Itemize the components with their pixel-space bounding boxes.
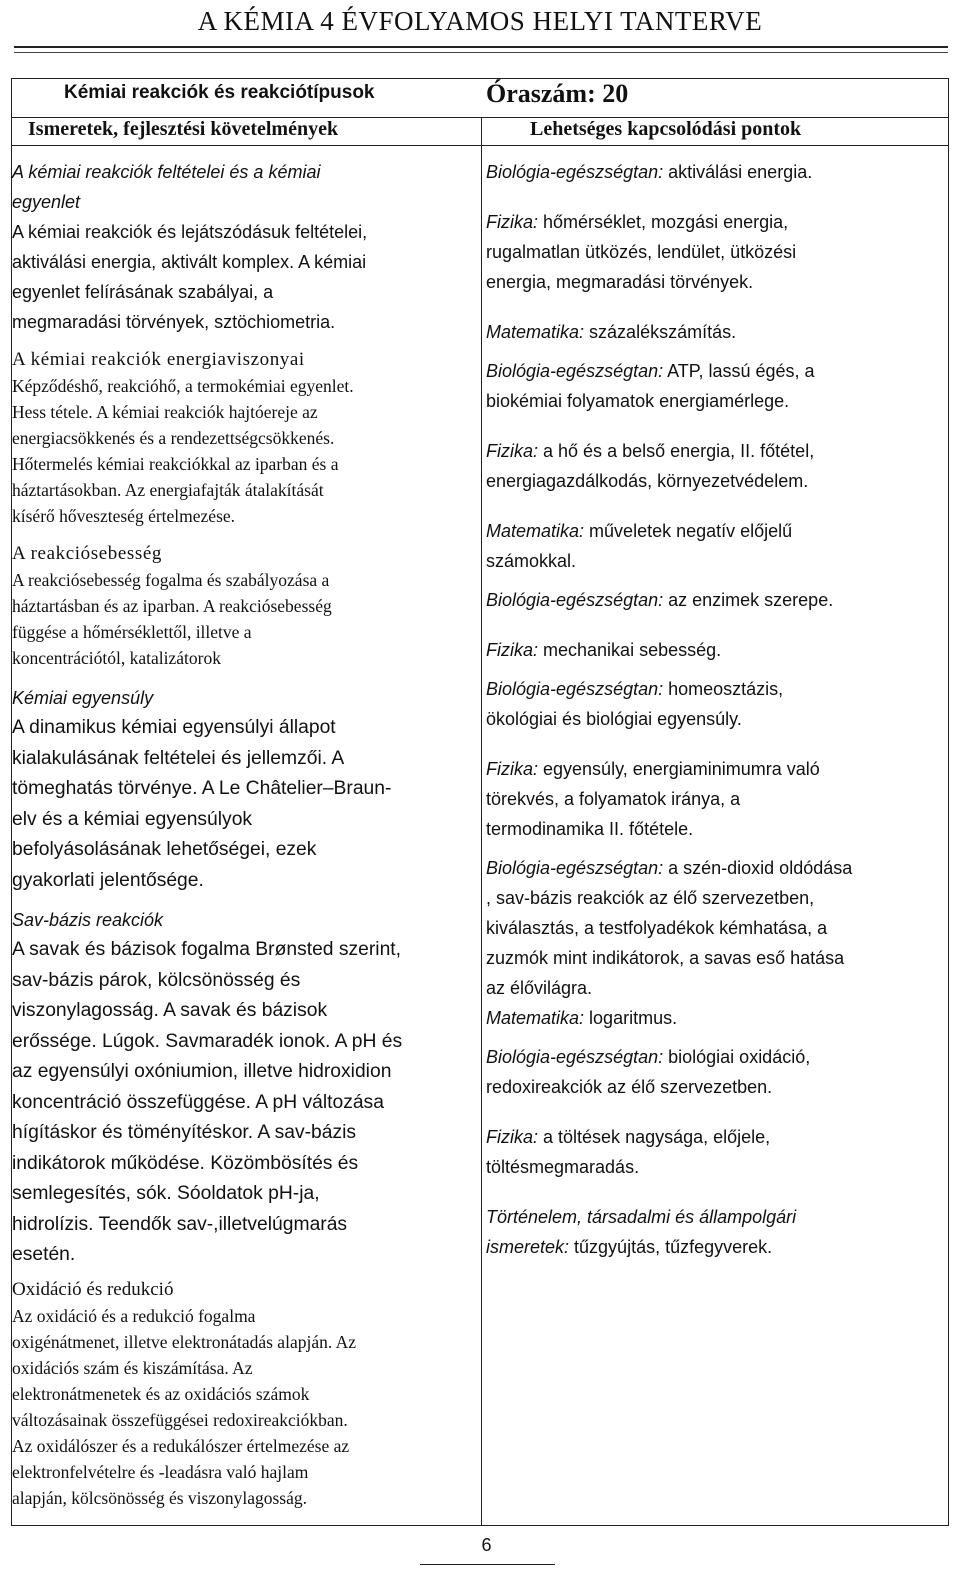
connection-text: tűzgyújtás, tűzfegyverek.	[569, 1237, 773, 1257]
row-divider	[12, 145, 948, 146]
section-line: A dinamikus kémiai egyensúlyi állapot	[12, 717, 336, 738]
subject-label: Biológia-egészségtan:	[486, 679, 664, 699]
connection-item	[486, 356, 946, 416]
connection-text: az élővilágra.	[486, 978, 593, 998]
connection-text: törekvés, a folyamatok iránya, a	[486, 789, 741, 809]
section-reaction-conditions	[12, 157, 474, 337]
requirements-column	[12, 157, 474, 1511]
section-line: Hess tétele. A kémiai reakciók hajtóereje az	[12, 402, 318, 422]
header-rule-thin	[14, 52, 948, 53]
subject-label: Biológia-egészségtan:	[486, 162, 664, 182]
topic-title: Kémiai reakciók és reakciótípusok	[64, 82, 375, 103]
section-line: indikátorok működése. Közömbösítés és	[12, 1152, 359, 1174]
section-line: gyakorlati jelentősége.	[12, 869, 204, 891]
section-line: alapján, kölcsönösség és viszonylagosság.	[12, 1487, 308, 1508]
subject-label: Fizika:	[486, 640, 539, 660]
subject-label: Fizika:	[486, 1127, 539, 1147]
connection-text: energia, megmaradási törvények.	[486, 272, 754, 292]
connection-text: számokkal.	[486, 551, 577, 571]
connection-text: homeosztázis,	[663, 679, 784, 699]
section-redox	[12, 1277, 474, 1511]
page-number: 6	[481, 1535, 492, 1555]
section-line: Az oxidáció és a redukció fogalma	[12, 1305, 256, 1326]
connection-text: zuzmók mint indikátorok, a savas eső hatása	[486, 948, 845, 968]
section-acid-base	[12, 905, 474, 1271]
section-line: energiacsökkenés és a rendezettségcsökkenés.	[12, 428, 335, 448]
connection-text: termodinamika II. főtétele.	[486, 819, 694, 839]
connection-text: logaritmus.	[584, 1008, 678, 1028]
footer-rule	[420, 1564, 555, 1565]
connections-column	[486, 157, 946, 1262]
subject-label: Fizika:	[486, 441, 539, 461]
connection-text: műveletek negatív előjelű	[584, 521, 793, 541]
section-title: A kémiai reakciók feltételei és a kémiai	[12, 162, 321, 182]
section-line: az egyensúlyi oxóniumion, illetve hidroxidion	[12, 1061, 392, 1082]
connection-item	[486, 317, 946, 347]
subject-label: Biológia-egészségtan:	[486, 1047, 664, 1067]
connection-item	[486, 516, 946, 576]
section-line: A kémiai reakciók és lejátszódásuk feltételei,	[12, 222, 368, 242]
connection-item	[486, 635, 946, 665]
connection-text: aktiválási energia.	[663, 162, 813, 182]
section-line: elektronátmenetek és az oxidációs számok	[12, 1383, 310, 1404]
column-header-connections: Lehetséges kapcsolódási pontok	[530, 118, 802, 140]
connection-text: rugalmatlan ütközés, lendület, ütközési	[486, 242, 797, 262]
connection-item	[486, 754, 946, 844]
connection-item	[486, 1202, 946, 1262]
section-line: esetén.	[12, 1244, 76, 1265]
column-header-requirements: Ismeretek, fejlesztési követelmények	[28, 118, 339, 140]
connection-text: biokémiai folyamatok energiamérlege.	[486, 391, 790, 411]
section-line: semlegesítés, sók. Sóoldatok pH-ja,	[12, 1183, 320, 1204]
subject-label: Matematika:	[486, 521, 585, 541]
connection-text: töltésmegmaradás.	[486, 1157, 640, 1177]
section-line: befolyásolásának lehetőségei, ezek	[12, 839, 317, 860]
connection-item	[486, 1122, 946, 1182]
column-divider	[481, 118, 482, 1525]
hours-label: Óraszám: 20	[486, 79, 629, 108]
section-line: erőssége. Lúgok. Savmaradék ionok. A pH és	[12, 1030, 403, 1052]
subject-label: Biológia-egészségtan:	[486, 361, 664, 381]
connection-item	[486, 1042, 946, 1102]
section-equilibrium	[12, 683, 474, 896]
section-line: megmaradási törvények, sztöchiometria.	[12, 312, 336, 332]
section-line: függése a hőmérséklettől, illetve a	[12, 622, 252, 642]
section-line: kialakulásának feltételei és jellemzői. A	[12, 747, 345, 769]
connection-text: a hő és a belső energia, II. főtétel,	[538, 441, 815, 461]
subject-label: ismeretek:	[486, 1237, 570, 1257]
connection-text: a töltések nagysága, előjele,	[538, 1127, 771, 1147]
connection-item	[486, 1003, 946, 1033]
section-title: Oxidáció és redukció	[12, 1278, 174, 1300]
section-title: A reakciósebesség	[12, 543, 163, 564]
connection-text: hőmérséklet, mozgási energia,	[538, 212, 789, 232]
section-line: hígításkor és töményítéskor. A sav-bázis	[12, 1122, 357, 1143]
subject-label: Fizika:	[486, 212, 539, 232]
section-reaction-rate	[12, 541, 474, 671]
connection-text: az enzimek szerepe.	[663, 590, 834, 610]
section-line: elv és a kémiai egyensúlyok	[12, 808, 253, 830]
connection-item	[486, 207, 946, 297]
section-line: Hőtermelés kémiai reakciókkal az iparban és a	[12, 454, 339, 474]
section-energetics	[12, 347, 474, 529]
connection-text: redoxireakciók az élő szervezetben.	[486, 1077, 773, 1097]
section-title: Sav-bázis reakciók	[12, 910, 164, 930]
section-line: oxigénátmenet, illetve elektronátadás alapján. Az	[12, 1331, 357, 1352]
section-line: oxidációs szám és kiszámítása. Az	[12, 1357, 253, 1378]
subject-label: Történelem, társadalmi és állampolgári	[486, 1207, 797, 1227]
section-line: háztartásokban. Az energiafajták átalakítását	[12, 480, 324, 500]
connection-item	[486, 853, 946, 1003]
section-line: háztartásban és az iparban. A reakciósebesség	[12, 596, 332, 616]
subject-label: Biológia-egészségtan:	[486, 858, 664, 878]
subject-label: Biológia-egészségtan:	[486, 590, 664, 610]
section-title: Kémiai egyensúly	[12, 688, 154, 708]
section-line: aktiválási energia, aktivált komplex. A kémiai	[12, 252, 367, 272]
section-line: koncentrációtól, katalizátorok	[12, 648, 221, 668]
section-line: hidrolízis. Teendők sav-,illetvelúgmarás	[12, 1213, 348, 1235]
section-line: változásainak összefüggései redoxireakciókban.	[12, 1409, 348, 1430]
connection-item	[486, 585, 946, 615]
section-line: A reakciósebesség fogalma és szabályozása a	[12, 570, 330, 590]
section-line: A savak és bázisok fogalma Brønsted szerint,	[12, 939, 402, 960]
section-line: egyenlet felírásának szabályai, a	[12, 282, 274, 302]
header-rule	[14, 46, 948, 48]
section-line: Az oxidálószer és a redukálószer értelmezése az	[12, 1435, 350, 1456]
connection-text: a szén-dioxid oldódása	[663, 858, 853, 878]
section-line: viszonylagosság. A savak és bázisok	[12, 1000, 328, 1021]
section-line: Képződéshő, reakcióhő, a termokémiai egyenlet.	[12, 376, 354, 396]
section-line: sav-bázis párok, kölcsönösség és	[12, 969, 301, 991]
connection-text: egyensúly, energiaminimumra való	[538, 759, 820, 779]
section-title: egyenlet	[12, 192, 81, 212]
section-line: kísérő hőveszteség értelmezése.	[12, 506, 236, 526]
subject-label: Fizika:	[486, 759, 539, 779]
connection-text: mechanikai sebesség.	[538, 640, 722, 660]
connection-text: kiválasztás, a testfolyadékok kémhatása, a	[486, 918, 828, 938]
section-title: A kémiai reakciók energiaviszonyai	[12, 349, 305, 370]
connection-text: energiagazdálkodás, környezetvédelem.	[486, 471, 809, 491]
connection-text: ATP, lassú égés, a	[663, 361, 815, 381]
connection-item	[486, 157, 946, 187]
page-title: A KÉMIA 4 ÉVFOLYAMOS HELYI TANTERVE	[197, 6, 763, 36]
section-line: koncentráció összefüggése. A pH változása	[12, 1091, 384, 1113]
connection-text: százalékszámítás.	[584, 322, 737, 342]
subject-label: Matematika:	[486, 1008, 585, 1028]
section-line: tömeghatás törvénye. A Le Châtelier–Braun-	[12, 778, 392, 799]
connection-item	[486, 436, 946, 496]
connection-item	[486, 674, 946, 734]
connection-text: , sav-bázis reakciók az élő szervezetben,	[486, 888, 815, 908]
section-line: elektronfelvételre és -leadásra való hajlam	[12, 1461, 309, 1482]
subject-label: Matematika:	[486, 322, 585, 342]
connection-text: ökológiai és biológiai egyensúly.	[486, 709, 742, 729]
connection-text: biológiai oxidáció,	[663, 1047, 811, 1067]
